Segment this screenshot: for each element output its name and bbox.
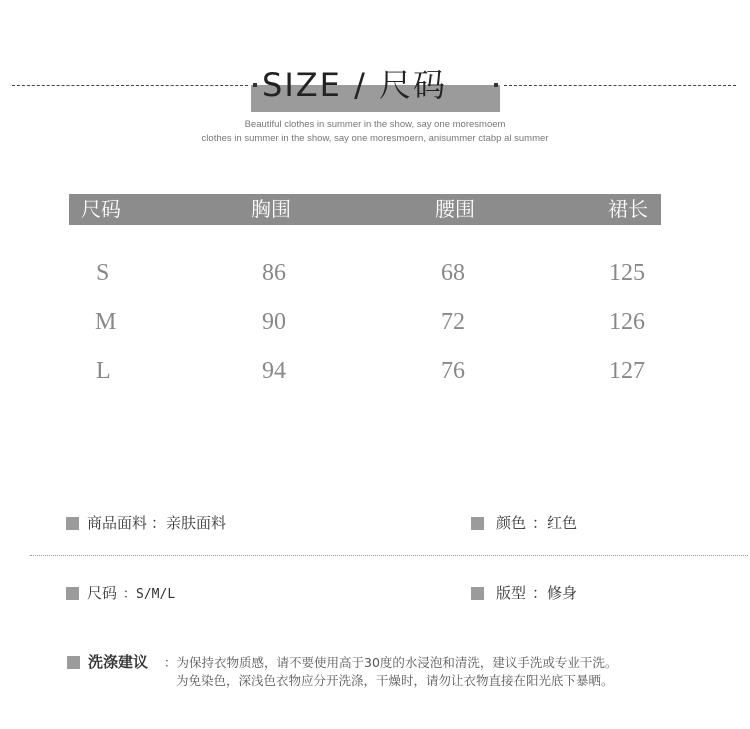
cell-bust: 90 [262,309,286,335]
page-title: SIZE / 尺码 [262,66,448,104]
title-dash-right [504,85,736,86]
size-table-body [69,248,661,398]
title-dot-right [494,83,498,87]
cell-length: 125 [609,260,645,286]
fit-label: 版型 [496,584,527,602]
fit-bullet-icon [471,587,484,600]
size-bullet-icon [66,587,79,600]
title-dash-left [12,85,248,86]
size-value: ：S/M/L [123,587,176,602]
cell-length: 127 [609,358,645,384]
subtitle-line-2: clothes in summer in the show, say one moresmoern, anisummer ctabp al summer [201,133,549,144]
size-info [87,583,175,605]
fabric-info [87,513,226,533]
cell-size: L [96,358,111,384]
fabric-bullet-icon [66,517,79,530]
header-bust: 胸围 [251,197,291,221]
header-size: 尺码 [81,197,121,221]
color-label: 颜色 [496,514,527,532]
info-divider [30,555,748,556]
cell-waist: 72 [441,309,465,335]
cell-waist: 76 [441,358,465,384]
care-line-1: ：为保持衣物质感，请不要使用高于30度的水浸泡和清洗，建议手洗或专业干洗。 [164,655,618,670]
fit-value: ：修身 [532,584,578,602]
fabric-value: ：亲肤面料 [151,514,227,532]
fit-info [496,583,577,603]
color-info [496,513,577,533]
cell-bust: 94 [262,358,286,384]
cell-bust: 86 [262,260,286,286]
cell-length: 126 [609,309,645,335]
size-label: 尺码 [87,584,118,602]
table-row [69,346,661,396]
color-bullet-icon [471,517,484,530]
color-value: ：红色 [532,514,578,532]
cell-size: M [95,309,117,335]
title-dot-left [253,83,257,87]
care-label: 洗涤建议 [88,653,149,671]
subtitle-line-1: Beautiful clothes in summer in the show, say one moresmoem [244,119,506,130]
table-row [69,297,661,347]
header-waist: 腰围 [435,197,475,221]
cell-waist: 68 [441,260,465,286]
size-table-header [69,194,661,225]
cell-size: S [96,260,110,286]
fabric-label: 商品面料 [87,514,148,532]
care-line-2: 为免染色，深浅色衣物应分开洗涤，干燥时，请勿让衣物直接在阳光底下暴晒。 [176,673,614,688]
care-bullet-icon [67,656,80,669]
table-row [69,248,661,298]
header-length: 裙长 [608,197,648,221]
